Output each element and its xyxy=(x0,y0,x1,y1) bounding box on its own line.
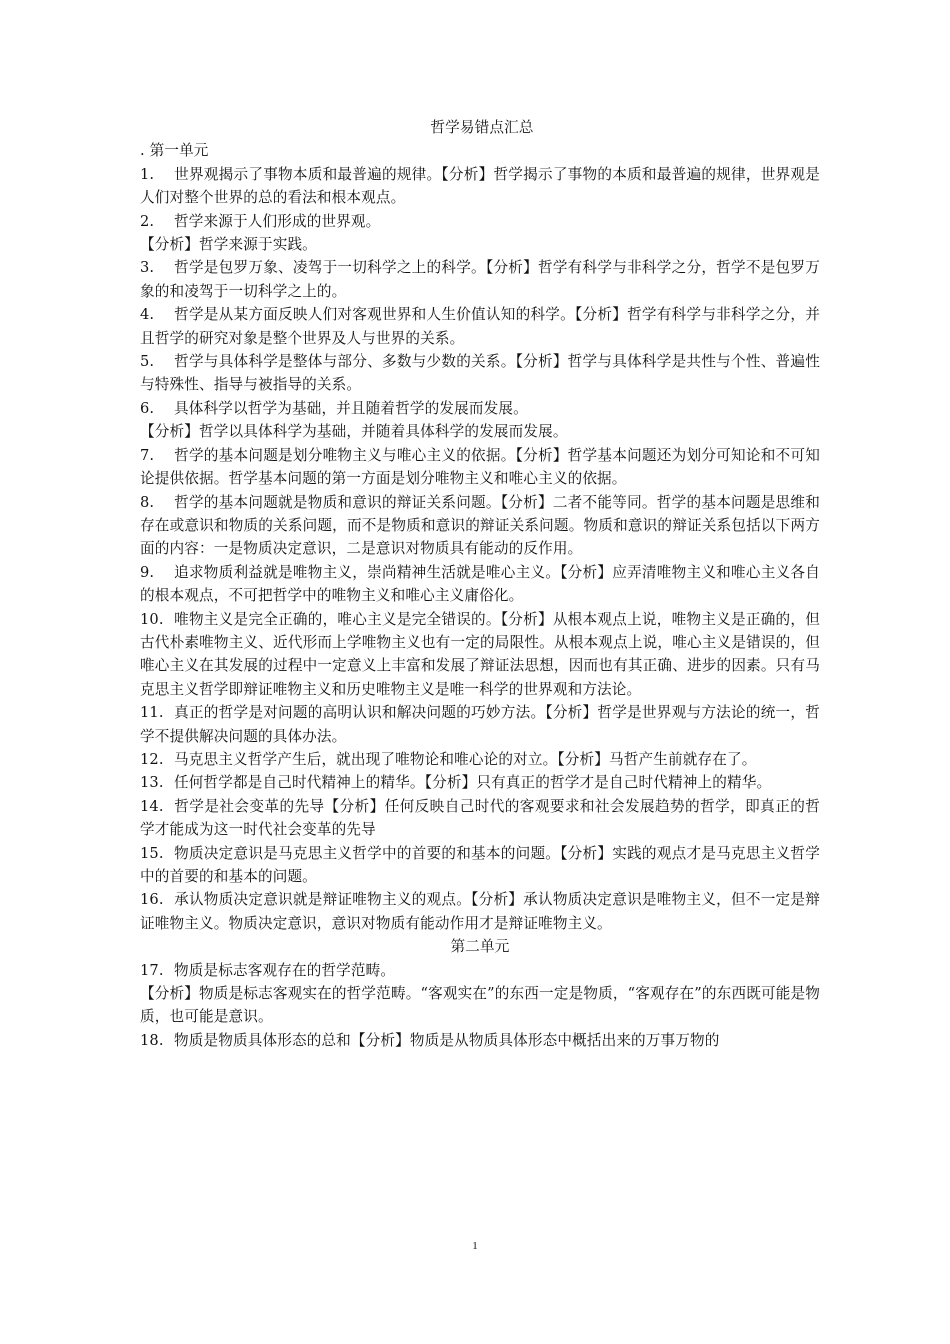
item-text: 【分析】哲学以具体科学为基础，并随着具体科学的发展而发展。 xyxy=(140,423,568,441)
unit-heading: 第二单元 xyxy=(450,938,510,956)
item-number: 8. xyxy=(140,493,155,511)
item-number: 6. xyxy=(140,399,155,417)
list-item xyxy=(140,748,820,771)
item-number: 3. xyxy=(140,259,155,277)
item-text: 哲学的基本问题是划分唯物主义与唯心主义的依据。【分析】哲学基本问题还为划分可知论和不可知论提供依据。哲学基本问题的第一方面是划分唯物主义和唯心主义的依据。 xyxy=(140,446,820,488)
item-number: 10. xyxy=(140,610,164,628)
item-number: 14. xyxy=(140,797,164,815)
list-item xyxy=(140,210,820,233)
item-list-unit-1 xyxy=(140,163,820,935)
item-number: 15. xyxy=(140,844,164,862)
list-item xyxy=(140,350,820,397)
list-item xyxy=(140,1029,820,1052)
item-number: 2. xyxy=(140,212,155,230)
item-text: 哲学是包罗万象、凌驾于一切科学之上的科学。【分析】哲学有科学与非科学之分，哲学不是包罗万象的和凌驾于一切科学之上的。 xyxy=(140,259,820,300)
item-text: 承认物质决定意识就是辩证唯物主义的观点。【分析】承认物质决定意识是唯物主义，但不一定是辩证唯物主义。物质决定意识，意识对物质有能动作用才是辩证唯物主义。 xyxy=(140,891,820,932)
list-item xyxy=(140,842,820,889)
unit-heading: . 第一单元 xyxy=(140,142,209,160)
list-item xyxy=(140,959,820,982)
item-text: 马克思主义哲学产生后，就出现了唯物论和唯心论的对立。【分析】马哲产生前就存在了。 xyxy=(174,750,757,768)
item-text: 唯物主义是完全正确的，唯心主义是完全错误的。【分析】从根本观点上说，唯物主义是正确的，但古代朴素唯物主义、近代形而上学唯物主义也有一定的局限性。从根本观点上说，唯心主义是错误的，但唯心主义在其发展的过程中一定意义上丰富和发展了辩证法思想，因而也有其正确、进步的因素。只有马克思主义哲学即辩证唯物主义和历史唯物主义是唯一科学的世界观和方法论。 xyxy=(140,610,820,698)
list-item xyxy=(140,608,820,702)
item-number: 5. xyxy=(140,353,155,371)
item-text: 哲学是从某方面反映人们对客观世界和人生价值认知的科学。【分析】哲学有科学与非科学之分，并且哲学的研究对象是整个世界及人与世界的关系。 xyxy=(140,306,820,347)
item-text: 【分析】哲学来源于实践。 xyxy=(140,236,317,254)
item-text: 【分析】物质是标志客观实在的哲学范畴。“客观实在”的东西一定是物质，“客观存在”的东西既可能是物质，也可能是意识。 xyxy=(140,985,820,1026)
item-number: 11. xyxy=(140,704,164,722)
list-item xyxy=(140,303,820,350)
item-text: 具体科学以哲学为基础，并且随着哲学的发展而发展。 xyxy=(174,399,528,417)
item-number: 9. xyxy=(140,563,155,581)
item-number: 12. xyxy=(140,750,164,768)
list-item xyxy=(140,795,820,842)
list-item xyxy=(140,561,820,608)
list-item xyxy=(140,888,820,935)
item-text: 物质决定意识是马克思主义哲学中的首要的和基本的问题。【分析】实践的观点才是马克思主义哲学中的首要的和基本的问题。 xyxy=(140,844,820,885)
page-number: 1 xyxy=(472,1240,478,1252)
item-number: 1. xyxy=(140,165,155,183)
list-item xyxy=(140,233,820,256)
item-number: 13. xyxy=(140,774,164,792)
item-text: 物质是标志客观存在的哲学范畴。 xyxy=(174,961,396,979)
item-text: 追求物质利益就是唯物主义，崇尚精神生活就是唯心主义。【分析】应弄清唯物主义和唯心主义各自的根本观点，不可把哲学中的唯物主义和唯心主义庸俗化。 xyxy=(140,563,820,605)
list-item xyxy=(140,420,820,443)
list-item xyxy=(140,982,820,1029)
list-item xyxy=(140,397,820,420)
item-number: 16. xyxy=(140,891,164,909)
document-title: 哲学易错点汇总 xyxy=(430,119,534,136)
item-number: 4. xyxy=(140,306,155,324)
item-text: 哲学的基本问题就是物质和意识的辩证关系问题。【分析】二者不能等同。哲学的基本问题是思维和存在或意识和物质的关系问题，而不是物质和意识的辩证关系问题。物质和意识的辩证关系包括以下两方面的内容：一是物质决定意识，二是意识对物质具有能动的反作用。 xyxy=(140,493,820,558)
list-item xyxy=(140,701,820,748)
item-text: 物质是物质具体形态的总和【分析】物质是从物质具体形态中概括出来的万事万物的 xyxy=(174,1031,720,1049)
list-item xyxy=(140,163,820,210)
list-item xyxy=(140,771,820,794)
item-text: 哲学是社会变革的先导【分析】任何反映自己时代的客观要求和社会发展趋势的哲学，即真正的哲学才能成为这一时代社会变革的先导 xyxy=(140,797,820,839)
item-list-unit-2 xyxy=(140,959,820,1053)
item-text: 世界观揭示了事物本质和最普遍的规律。【分析】哲学揭示了事物的本质和最普遍的规律，世界观是人们对整个世界的总的看法和根本观点。 xyxy=(140,165,820,207)
item-number: 17. xyxy=(140,961,164,979)
item-number: 18. xyxy=(140,1031,164,1049)
item-text: 哲学来源于人们形成的世界观。 xyxy=(174,212,381,230)
item-number: 7. xyxy=(140,446,155,464)
item-text: 哲学与具体科学是整体与部分、多数与少数的关系。【分析】哲学与具体科学是共性与个性、普遍性与特殊性、指导与被指导的关系。 xyxy=(140,353,820,394)
list-item xyxy=(140,444,820,491)
document-body xyxy=(140,116,820,1052)
item-text: 任何哲学都是自己时代精神上的精华。【分析】只有真正的哲学才是自己时代精神上的精华。 xyxy=(174,774,772,792)
list-item xyxy=(140,491,820,561)
item-text: 真正的哲学是对问题的高明认识和解决问题的巧妙方法。【分析】哲学是世界观与方法论的统一，哲学不提供解决问题的具体办法。 xyxy=(140,704,820,745)
list-item xyxy=(140,256,820,303)
